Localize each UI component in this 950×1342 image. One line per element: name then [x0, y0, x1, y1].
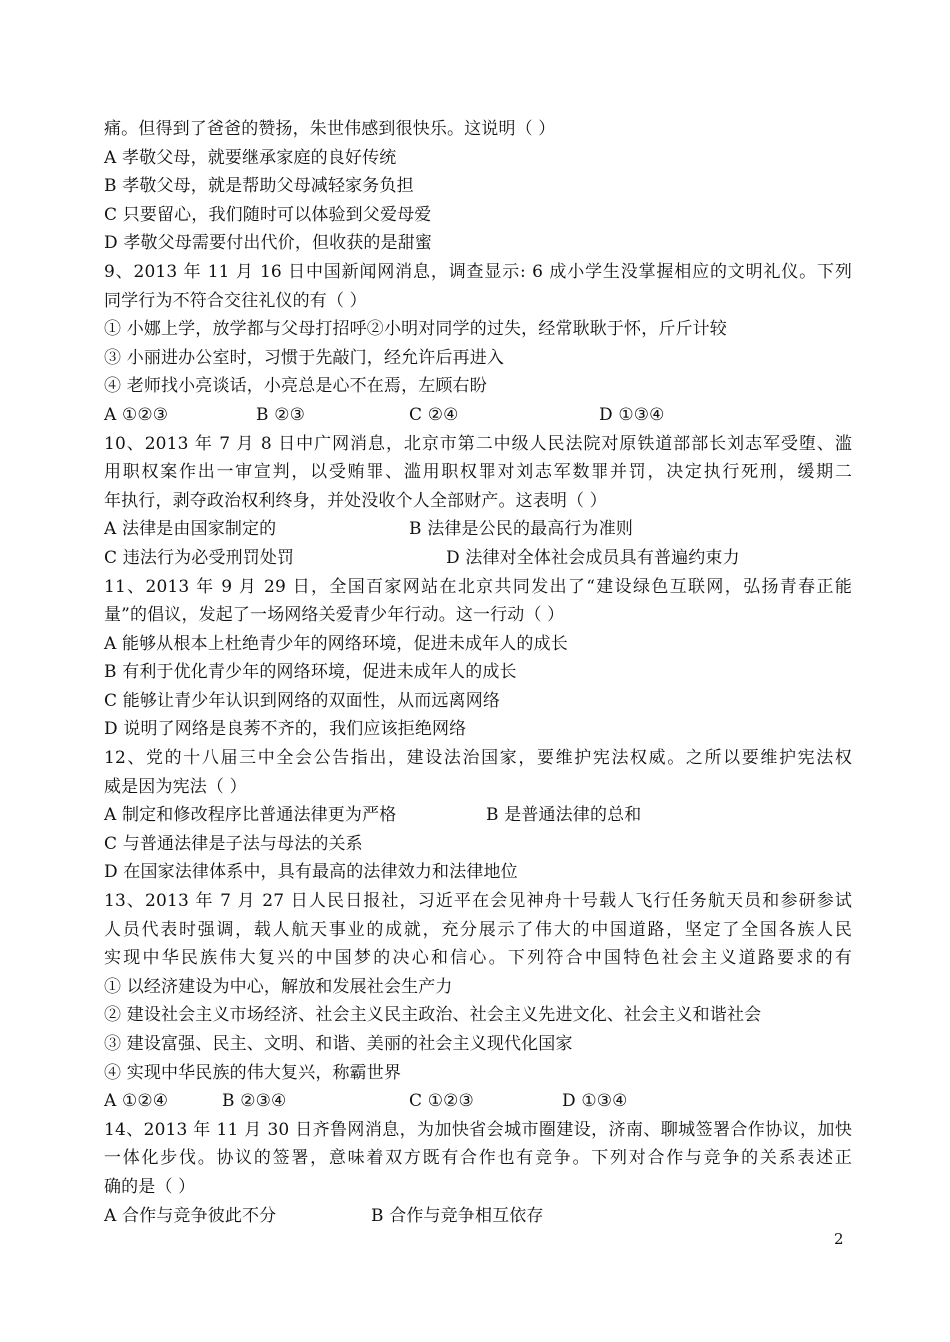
option-d: D ①③④: [599, 404, 665, 425]
statement-4: ④ 老师找小亮谈话，小亮总是心不在焉，左顾右盼: [104, 376, 487, 397]
option-a: A 能够从根本上杜绝青少年的网络环境，促进未成年人的成长: [104, 633, 568, 654]
question-10-stem: 10、2013 年 7 月 8 日中广网消息，北京市第二中级人民法院对原铁道部部长刘志军受堕、滥: [104, 433, 852, 454]
option-b: B 有利于优化青少年的网络环境，促进未成年人的成长: [104, 662, 517, 683]
question-12-stem-cont: 威是因为宪法（ ）: [104, 776, 247, 797]
option-c: C ②④: [409, 404, 459, 425]
question-13-options: [104, 1087, 852, 1116]
option-b: B ②③: [256, 404, 305, 425]
statement-1: ① 以经济建设为中心，解放和发展社会生产力: [104, 976, 453, 997]
question-14-options-ab: [104, 1202, 852, 1231]
question-10-options-ab: [104, 515, 852, 544]
statement-2: ② 建设社会主义市场经济、社会主义民主政治、社会主义先进文化、社会主义和谐社会: [104, 1005, 762, 1026]
statement-3: ③ 小丽进办公室时，习惯于先敲门，经允许后再进入: [104, 347, 505, 368]
option-c: C 违法行为必受刑罚处罚: [104, 547, 295, 568]
text-line: 痛。但得到了爸爸的赞扬，朱世伟感到很快乐。这说明（ ）: [104, 119, 556, 139]
question-13-stem-cont: 人员代表时强调，载人航天事业的成就，充分展示了伟大的中国道路，坚定了全国各族人民: [104, 919, 852, 940]
option-d: D 孝敬父母需要付出代价，但收获的是甜蜜: [104, 233, 433, 254]
question-10-options-cd: [104, 544, 852, 573]
option-b: B 孝敬父母，就是帮助父母减轻家务负担: [104, 176, 414, 197]
option-a: A 法律是由国家制定的: [104, 519, 277, 540]
question-9-stem: 9、2013 年 11 月 16 日中国新闻网消息，调查显示: 6 成小学生没掌握相应的文明礼仪。下列: [104, 261, 852, 282]
statement-3: ③ 建设富强、民主、文明、和谐、美丽的社会主义现代化国家: [104, 1034, 573, 1054]
option-c: C 与普通法律是子法与母法的关系: [104, 833, 363, 854]
option-c: C ①②③: [409, 1091, 474, 1112]
question-10-stem-cont: 用职权案作出一审宣判，以受贿罪、滥用职权罪对刘志军数罪并罚，决定执行死刑，缓期二: [104, 462, 852, 483]
option-d: D ①③④: [562, 1091, 628, 1112]
question-text-block: [104, 115, 852, 1230]
question-14-stem-cont: 一体化步伐。协议的签署，意味着双方既有合作也有竞争。下列对合作与竞争的关系表述正: [104, 1148, 852, 1169]
statement-4: ④ 实现中华民族的伟大复兴，称霸世界: [104, 1062, 402, 1083]
option-a: A ①②④: [104, 1091, 169, 1112]
option-b: B 法律是公民的最高行为准则: [409, 519, 633, 540]
question-11-stem-cont: 量”的倡议，发起了一场网络关爱青少年行动。这一行动（ ）: [104, 605, 565, 626]
page-number: 2: [834, 1230, 844, 1248]
question-14-stem: 14、2013 年 11 月 30 日齐鲁网消息，为加快省会城市圈建设，济南、聊城签署合作协议，加快: [104, 1119, 852, 1140]
question-10-stem-end: 年执行，剥夺政治权利终身，并处没收个人全部财产。这表明（ ）: [104, 490, 607, 511]
question-14-stem-end: 确的是（ ）: [104, 1176, 196, 1197]
statement-1: ① 小娜上学，放学都与父母打招呼②小明对同学的过失，经常耿耿于怀，斤斤计较: [104, 319, 727, 340]
option-b: B 是普通法律的总和: [486, 805, 642, 826]
option-d: D 说明了网络是良莠不齐的，我们应该拒绝网络: [104, 719, 467, 740]
question-9-stem-cont: 同学行为不符合交往礼仪的有（ ）: [104, 290, 367, 311]
option-a: A 制定和修改程序比普通法律更为严格: [104, 805, 397, 826]
question-12-stem: 12、党的十八届三中全会公告指出，建设法治国家，要维护宪法权威。之所以要维护宪法权: [104, 748, 852, 769]
option-a: A 孝敬父母，就要继承家庭的良好传统: [104, 147, 397, 168]
option-d: D 法律对全体社会成员具有普遍约束力: [446, 547, 740, 568]
question-12-options-ab: [104, 801, 852, 830]
option-c: C 只要留心，我们随时可以体验到父爱母爱: [104, 204, 432, 225]
option-d: D 在国家法律体系中，具有最高的法律效力和法律地位: [104, 862, 518, 883]
question-13-stem: 13、2013 年 7 月 27 日人民日报社，习近平在会见神舟十号载人飞行任务航天员和参研参试: [104, 891, 852, 912]
option-a: A 合作与竞争彼此不分: [104, 1205, 277, 1226]
option-b: B ②③④: [222, 1091, 287, 1112]
question-13-stem-end: 实现中华民族伟大复兴的中国梦的决心和信心。下列符合中国特色社会主义道路要求的有: [104, 948, 852, 969]
question-11-stem: 11、2013 年 9 月 29 日，全国百家网站在北京共同发出了“建设绿色互联网，弘扬青春正能: [104, 576, 852, 597]
option-b: B 合作与竞争相互依存: [371, 1205, 544, 1226]
option-c: C 能够让青少年认识到网络的双面性，从而远离网络: [104, 690, 501, 711]
option-a: A ①②③: [104, 404, 169, 425]
question-9-options: [104, 401, 852, 430]
